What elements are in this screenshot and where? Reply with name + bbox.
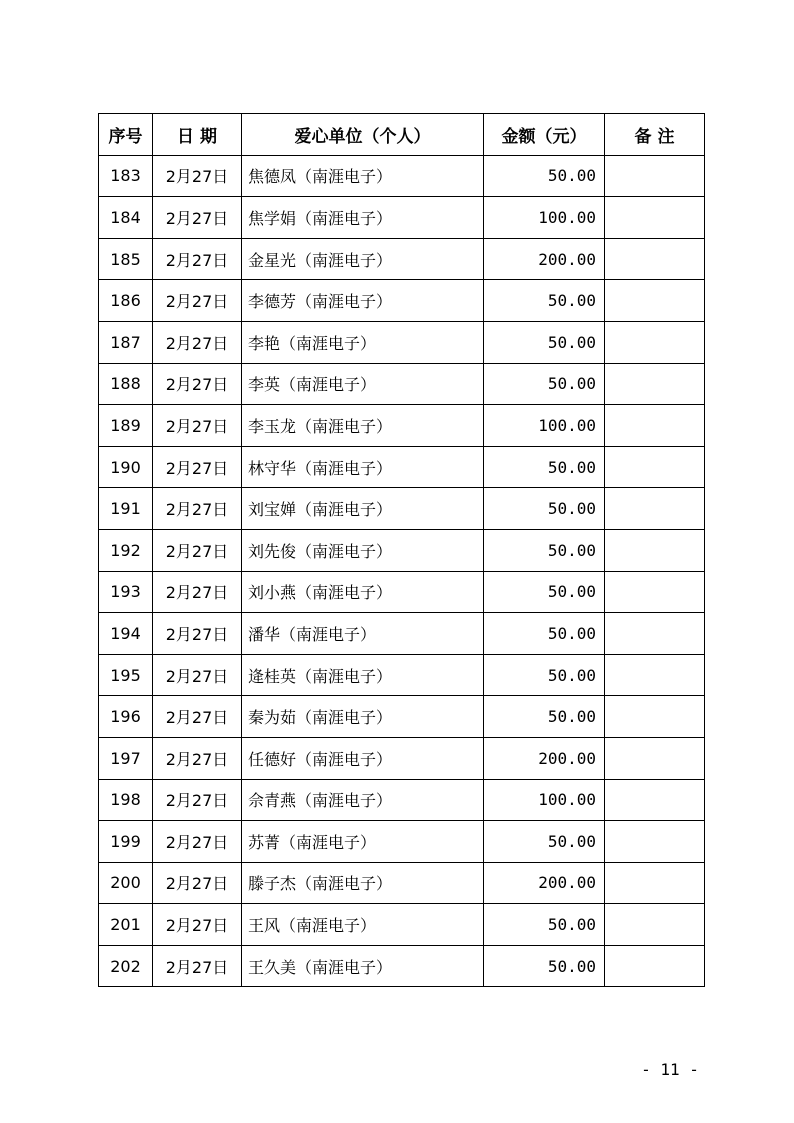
- donation-table: [98, 113, 705, 987]
- cell-serial-number: 184: [99, 197, 153, 239]
- cell-donor: 佘青燕（南涯电子）: [242, 779, 484, 821]
- cell-date: 2月27日: [153, 405, 242, 447]
- cell-amount: 50.00: [484, 654, 605, 696]
- cell-serial-number: 187: [99, 321, 153, 363]
- cell-amount: 50.00: [484, 488, 605, 530]
- cell-donor: 李玉龙（南涯电子）: [242, 405, 484, 447]
- cell-note: [605, 321, 705, 363]
- cell-note: [605, 571, 705, 613]
- cell-amount: 50.00: [484, 363, 605, 405]
- cell-date: 2月27日: [153, 654, 242, 696]
- cell-note: [605, 488, 705, 530]
- cell-date: 2月27日: [153, 280, 242, 322]
- cell-serial-number: 202: [99, 945, 153, 987]
- cell-date: 2月27日: [153, 529, 242, 571]
- table-row: [99, 321, 705, 363]
- cell-donor: 滕子杰（南涯电子）: [242, 862, 484, 904]
- cell-note: [605, 197, 705, 239]
- cell-amount: 200.00: [484, 238, 605, 280]
- cell-donor: 王久美（南涯电子）: [242, 945, 484, 987]
- cell-note: [605, 862, 705, 904]
- cell-amount: 200.00: [484, 737, 605, 779]
- table-row: [99, 862, 705, 904]
- cell-date: 2月27日: [153, 862, 242, 904]
- cell-donor: 李艳（南涯电子）: [242, 321, 484, 363]
- cell-note: [605, 238, 705, 280]
- cell-date: 2月27日: [153, 321, 242, 363]
- cell-serial-number: 197: [99, 737, 153, 779]
- cell-donor: 秦为茹（南涯电子）: [242, 696, 484, 738]
- cell-serial-number: 186: [99, 280, 153, 322]
- cell-donor: 李英（南涯电子）: [242, 363, 484, 405]
- cell-date: 2月27日: [153, 945, 242, 987]
- cell-date: 2月27日: [153, 696, 242, 738]
- cell-note: [605, 696, 705, 738]
- table-row: [99, 654, 705, 696]
- cell-amount: 50.00: [484, 821, 605, 863]
- cell-amount: 50.00: [484, 696, 605, 738]
- cell-serial-number: 195: [99, 654, 153, 696]
- cell-donor: 逄桂英（南涯电子）: [242, 654, 484, 696]
- table-row: [99, 904, 705, 946]
- cell-date: 2月27日: [153, 363, 242, 405]
- cell-donor: 金星光（南涯电子）: [242, 238, 484, 280]
- cell-date: 2月27日: [153, 779, 242, 821]
- cell-serial-number: 199: [99, 821, 153, 863]
- cell-note: [605, 945, 705, 987]
- cell-serial-number: 198: [99, 779, 153, 821]
- cell-date: 2月27日: [153, 197, 242, 239]
- cell-amount: 50.00: [484, 613, 605, 655]
- cell-donor: 苏菁（南涯电子）: [242, 821, 484, 863]
- cell-note: [605, 654, 705, 696]
- table-row: [99, 197, 705, 239]
- table-row: [99, 488, 705, 530]
- cell-note: [605, 821, 705, 863]
- cell-date: 2月27日: [153, 737, 242, 779]
- table-body: [99, 155, 705, 987]
- table-header-row: [99, 114, 705, 156]
- cell-amount: 50.00: [484, 945, 605, 987]
- cell-donor: 刘先俊（南涯电子）: [242, 529, 484, 571]
- cell-amount: 50.00: [484, 321, 605, 363]
- cell-serial-number: 188: [99, 363, 153, 405]
- cell-amount: 50.00: [484, 529, 605, 571]
- cell-date: 2月27日: [153, 446, 242, 488]
- header-amount: 金额（元）: [484, 114, 605, 156]
- cell-serial-number: 192: [99, 529, 153, 571]
- table-row: [99, 280, 705, 322]
- cell-serial-number: 183: [99, 155, 153, 197]
- table-row: [99, 446, 705, 488]
- table-row: [99, 238, 705, 280]
- table-row: [99, 571, 705, 613]
- cell-note: [605, 529, 705, 571]
- cell-serial-number: 201: [99, 904, 153, 946]
- cell-donor: 刘宝婵（南涯电子）: [242, 488, 484, 530]
- table-row: [99, 821, 705, 863]
- cell-donor: 李德芳（南涯电子）: [242, 280, 484, 322]
- table-row: [99, 737, 705, 779]
- cell-note: [605, 405, 705, 447]
- header-serial-number: 序号: [99, 114, 153, 156]
- cell-note: [605, 280, 705, 322]
- cell-donor: 刘小燕（南涯电子）: [242, 571, 484, 613]
- cell-amount: 50.00: [484, 904, 605, 946]
- cell-donor: 王风（南涯电子）: [242, 904, 484, 946]
- cell-amount: 50.00: [484, 446, 605, 488]
- cell-note: [605, 904, 705, 946]
- cell-amount: 50.00: [484, 155, 605, 197]
- cell-amount: 100.00: [484, 197, 605, 239]
- page-number: - 11 -: [641, 1060, 699, 1079]
- cell-date: 2月27日: [153, 155, 242, 197]
- cell-date: 2月27日: [153, 238, 242, 280]
- cell-donor: 林守华（南涯电子）: [242, 446, 484, 488]
- cell-serial-number: 189: [99, 405, 153, 447]
- table-row: [99, 945, 705, 987]
- table-row: [99, 155, 705, 197]
- cell-note: [605, 613, 705, 655]
- cell-note: [605, 363, 705, 405]
- cell-amount: 50.00: [484, 571, 605, 613]
- table-row: [99, 405, 705, 447]
- cell-donor: 任德好（南涯电子）: [242, 737, 484, 779]
- table-row: [99, 613, 705, 655]
- cell-note: [605, 779, 705, 821]
- cell-donor: 潘华（南涯电子）: [242, 613, 484, 655]
- cell-date: 2月27日: [153, 821, 242, 863]
- table-row: [99, 363, 705, 405]
- cell-note: [605, 737, 705, 779]
- cell-date: 2月27日: [153, 613, 242, 655]
- cell-serial-number: 200: [99, 862, 153, 904]
- header-donor: 爱心单位（个人）: [242, 114, 484, 156]
- table-row: [99, 696, 705, 738]
- cell-date: 2月27日: [153, 488, 242, 530]
- cell-serial-number: 193: [99, 571, 153, 613]
- cell-donor: 焦德凤（南涯电子）: [242, 155, 484, 197]
- cell-note: [605, 446, 705, 488]
- header-note: 备 注: [605, 114, 705, 156]
- cell-donor: 焦学娟（南涯电子）: [242, 197, 484, 239]
- cell-serial-number: 194: [99, 613, 153, 655]
- table-row: [99, 779, 705, 821]
- cell-amount: 50.00: [484, 280, 605, 322]
- cell-amount: 100.00: [484, 405, 605, 447]
- cell-serial-number: 190: [99, 446, 153, 488]
- cell-serial-number: 196: [99, 696, 153, 738]
- cell-amount: 200.00: [484, 862, 605, 904]
- table-row: [99, 529, 705, 571]
- cell-serial-number: 191: [99, 488, 153, 530]
- cell-date: 2月27日: [153, 904, 242, 946]
- cell-date: 2月27日: [153, 571, 242, 613]
- cell-amount: 100.00: [484, 779, 605, 821]
- header-date: 日 期: [153, 114, 242, 156]
- cell-note: [605, 155, 705, 197]
- cell-serial-number: 185: [99, 238, 153, 280]
